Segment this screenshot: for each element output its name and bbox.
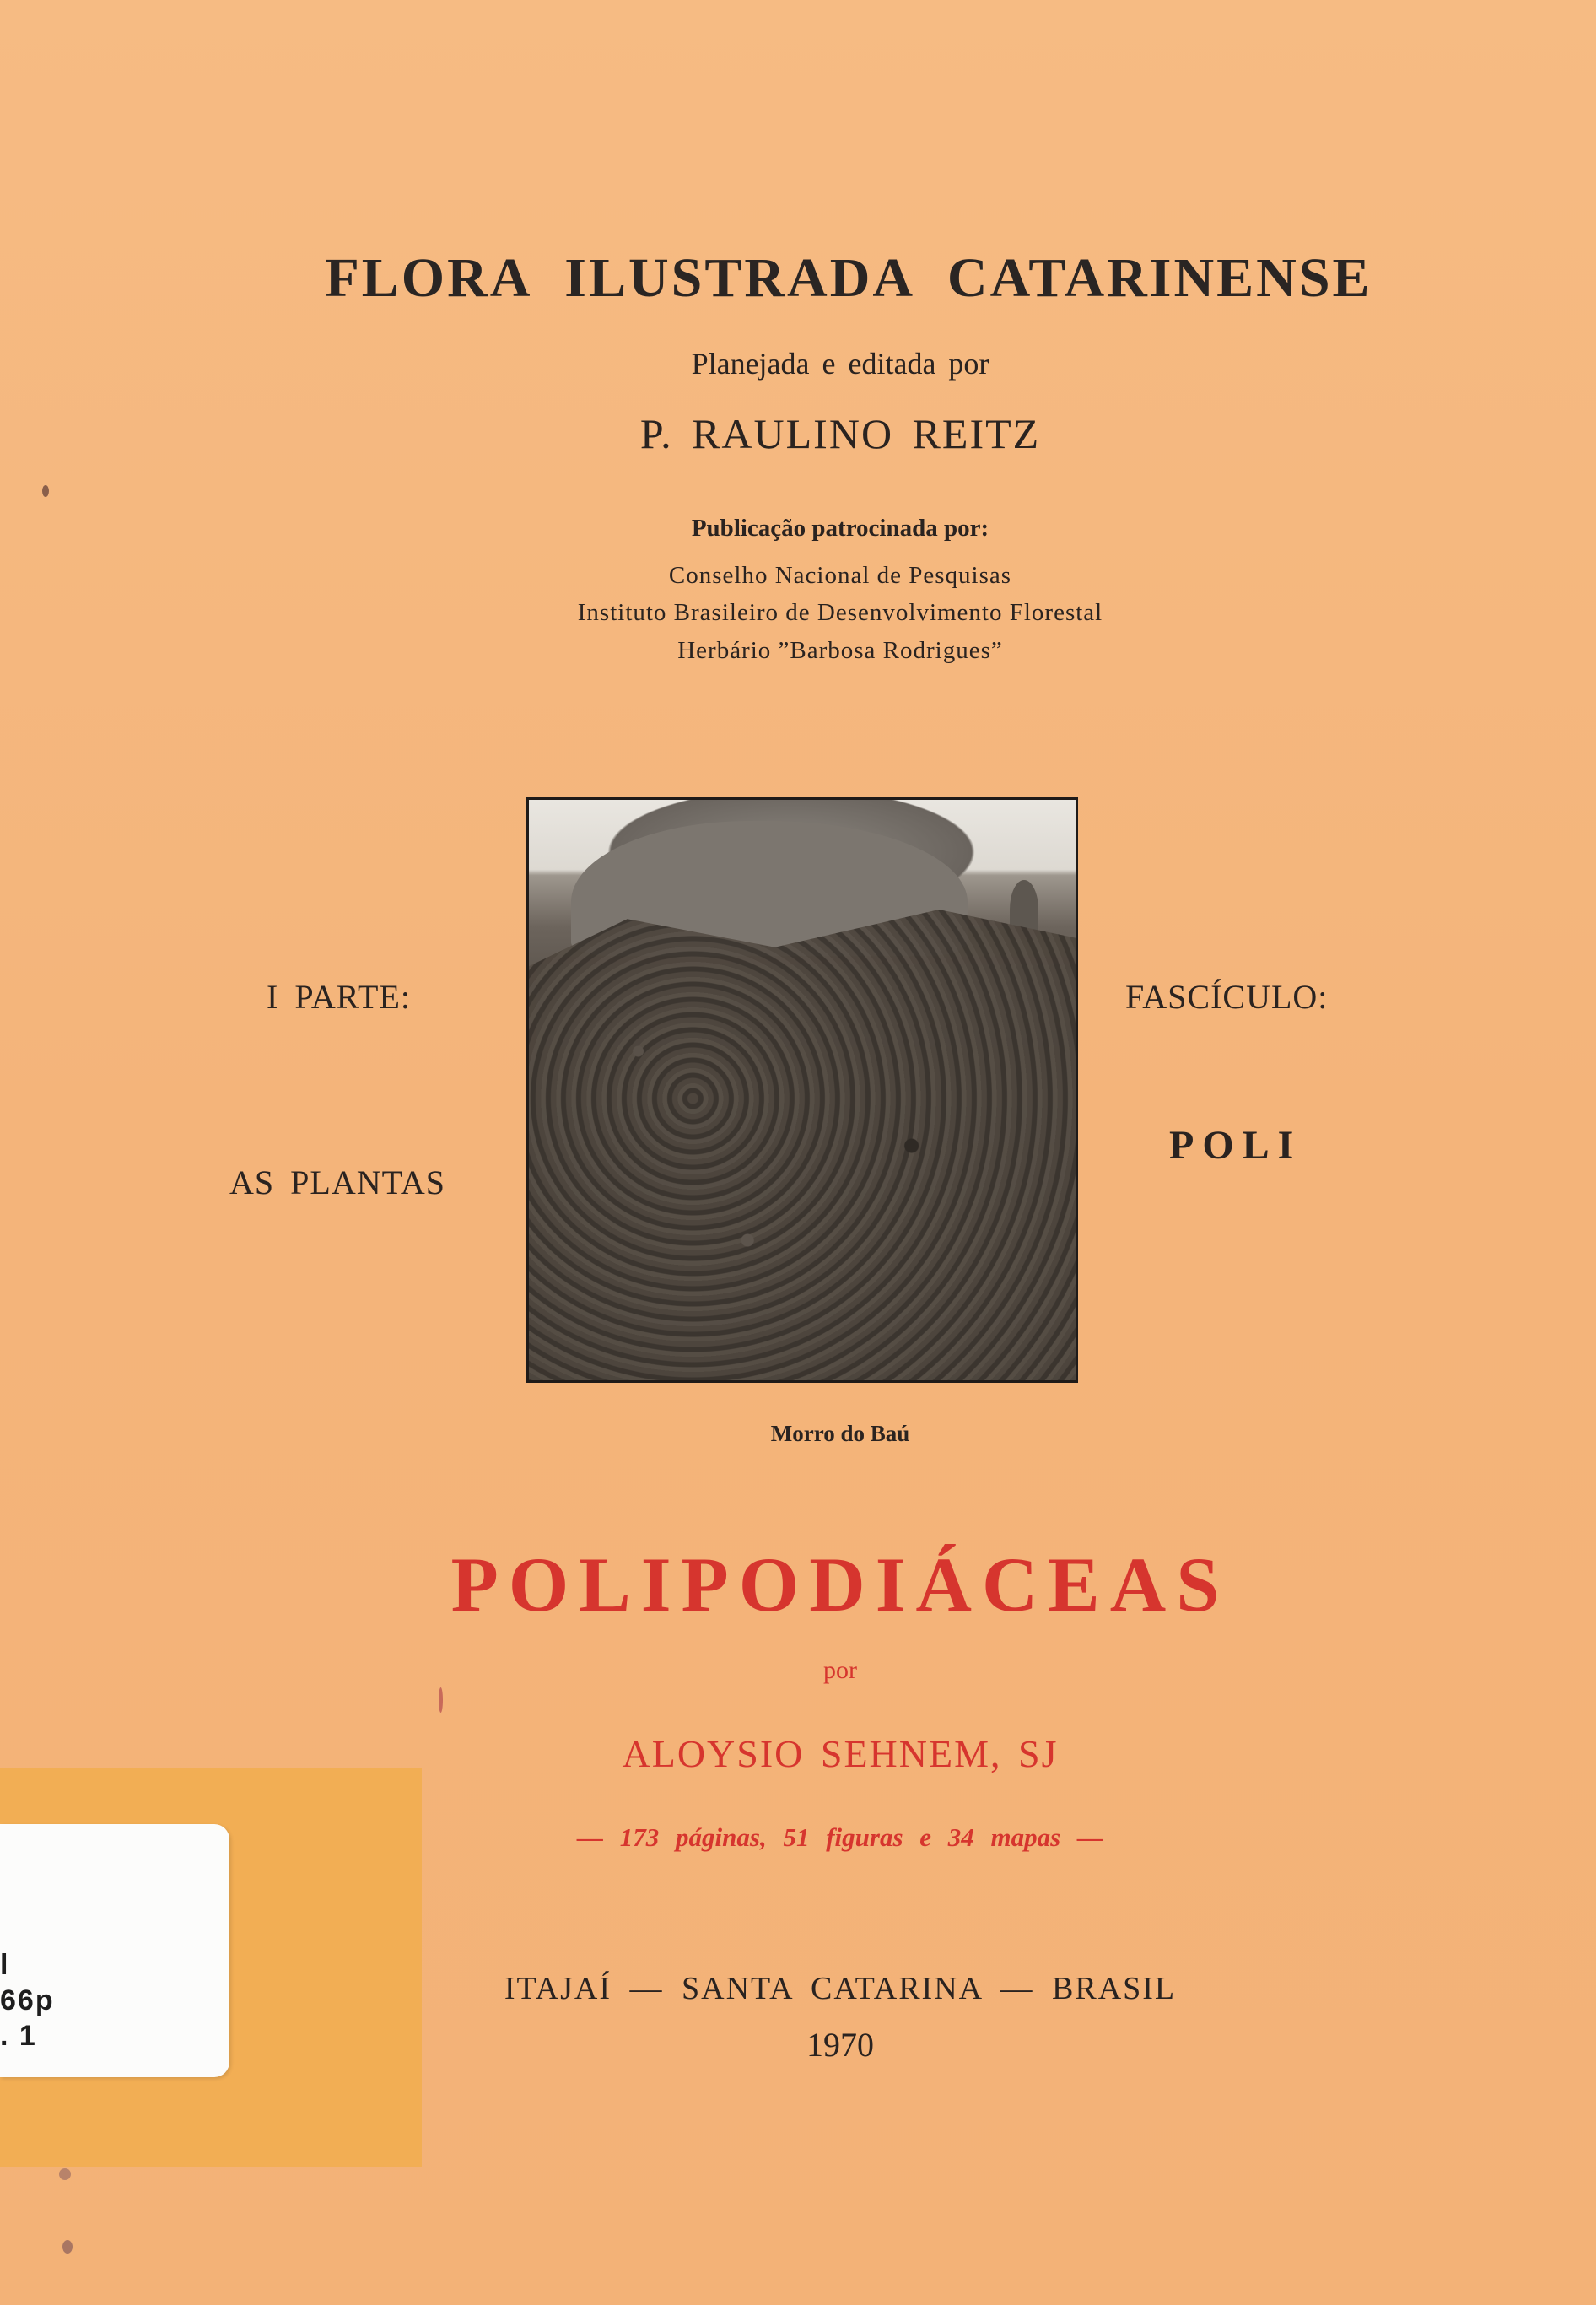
planned-by-line: Planejada e editada por — [691, 347, 989, 381]
call-number-line-3: . 1 — [0, 2020, 37, 2052]
call-number-label — [0, 1824, 229, 2077]
sponsorship-heading: Publicação patrocinada por: — [691, 515, 989, 542]
sponsor-3: Herbário ”Barbosa Rodrigues” — [677, 637, 1003, 664]
mountain-photo — [526, 797, 1078, 1383]
library-sticker — [0, 1768, 422, 2167]
work-title: POLIPODIÁCEAS — [450, 1541, 1230, 1628]
photo-forest-slope — [529, 910, 1076, 1382]
series-title: FLORA ILUSTRADA CATARINENSE — [325, 247, 1372, 309]
paper-stain — [59, 2168, 71, 2180]
by-line: por — [823, 1656, 857, 1684]
paper-stain — [439, 1687, 443, 1713]
paper-stain — [42, 485, 49, 497]
pages-info: — 173 páginas, 51 figuras e 34 mapas — — [577, 1822, 1103, 1852]
paper-stain — [62, 2240, 73, 2254]
sponsor-1: Conselho Nacional de Pesquisas — [668, 562, 1012, 589]
fascicle-name: POLI — [1169, 1123, 1302, 1168]
imprint-year: 1970 — [806, 2026, 874, 2064]
sponsor-2: Instituto Brasileiro de Desenvolvimento Florestal — [577, 599, 1103, 626]
part-name: AS PLANTAS — [229, 1163, 445, 1201]
fascicle-label: FASCÍCULO: — [1125, 978, 1329, 1016]
imprint-place: ITAJAÍ — SANTA CATARINA — BRASIL — [504, 1971, 1177, 2006]
call-number-line-2: 66p — [0, 1984, 55, 2016]
part-label: I PARTE: — [267, 978, 412, 1016]
call-number-line-1: l — [0, 1949, 10, 1981]
photo-caption: Morro do Baú — [770, 1421, 910, 1446]
editor-name: P. RAULINO REITZ — [639, 410, 1041, 457]
author-name: ALOYSIO SEHNEM, SJ — [622, 1732, 1059, 1775]
